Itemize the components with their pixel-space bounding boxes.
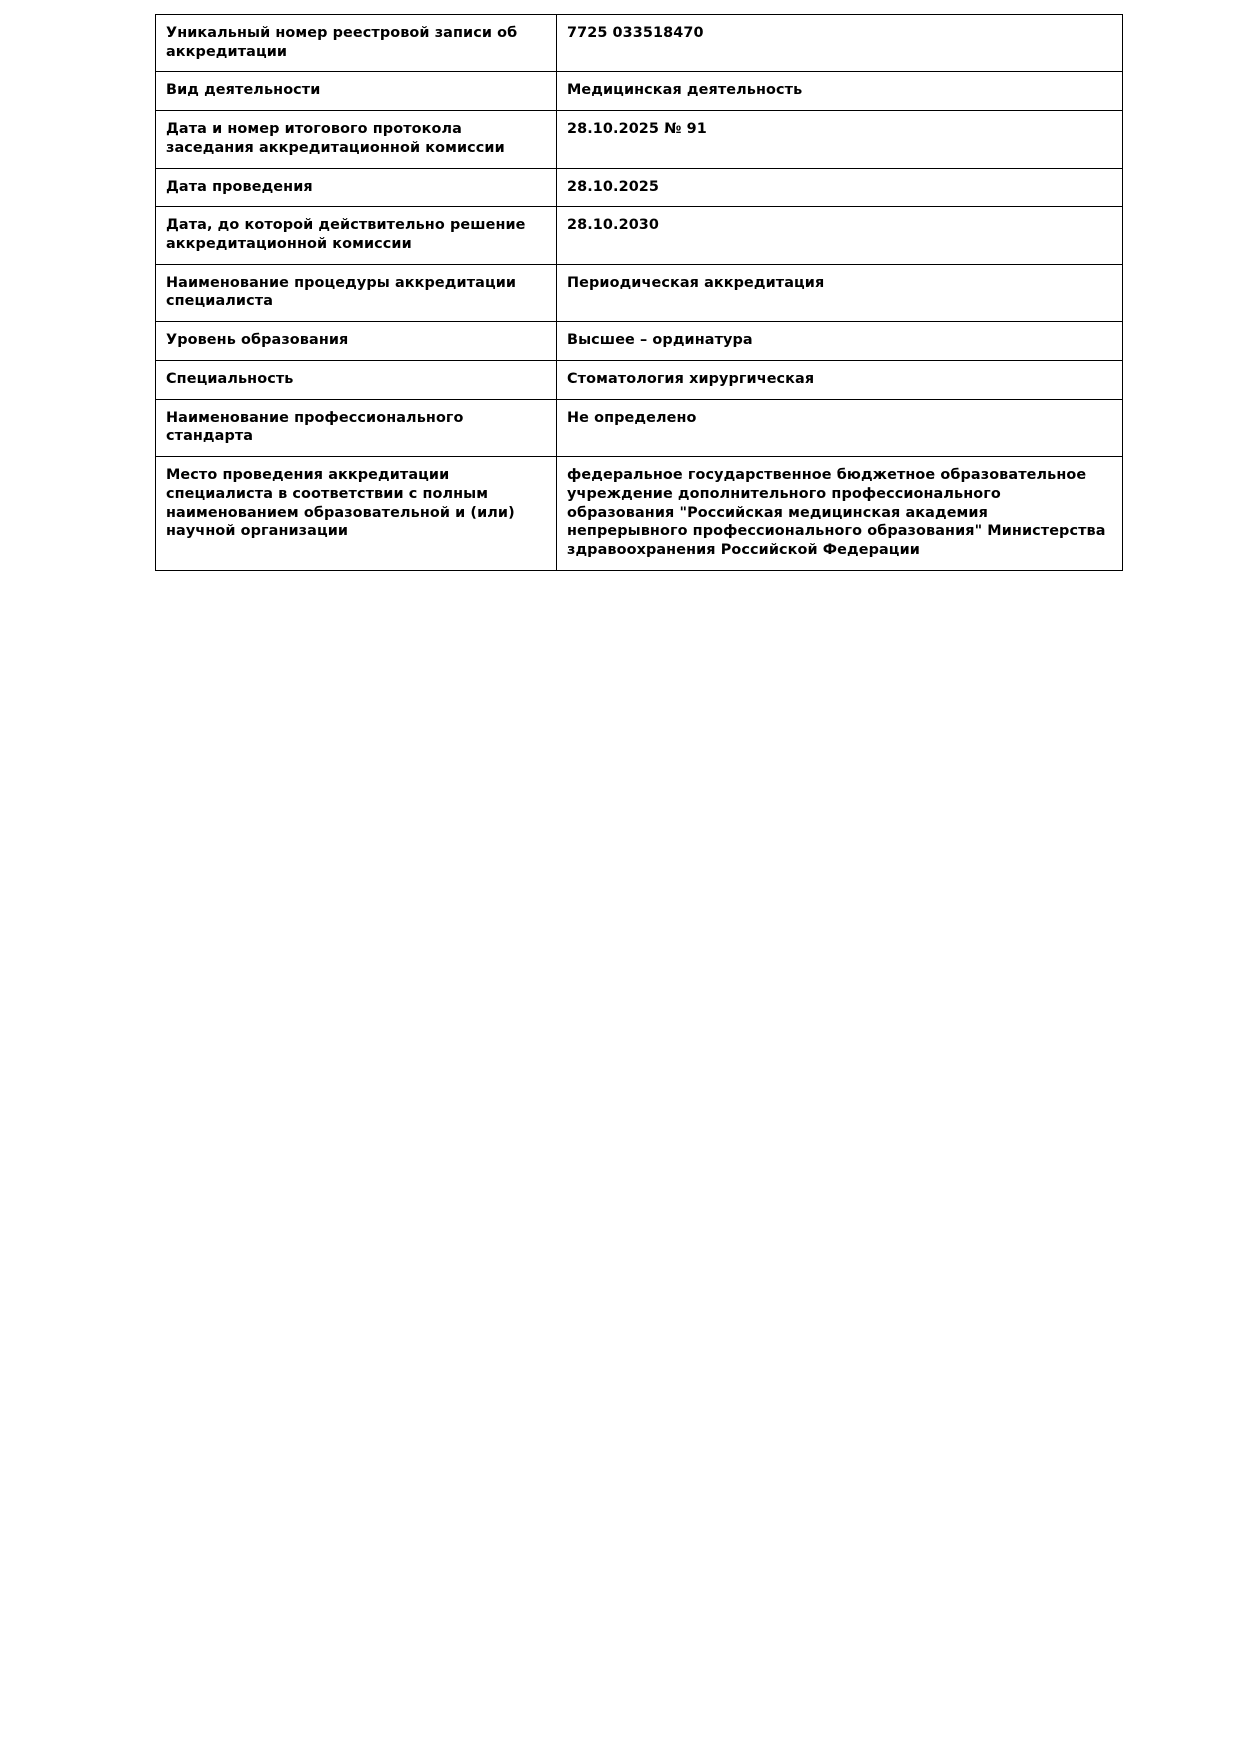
- table-row: [156, 457, 1123, 571]
- table-row: [156, 15, 1123, 72]
- accreditation-record-table: [155, 14, 1123, 571]
- row-value: Не определено: [567, 409, 697, 426]
- row-value-cell: [557, 168, 1123, 207]
- row-label: Дата и номер итогового протокола заседания аккредитационной комиссии: [166, 121, 505, 156]
- row-value: Стоматология хирургическая: [567, 370, 815, 387]
- row-label-cell: [156, 207, 557, 264]
- row-label: Специальность: [166, 370, 294, 387]
- row-value: 28.10.2030: [567, 217, 660, 234]
- row-label-cell: [156, 111, 557, 168]
- row-value-cell: [557, 457, 1123, 571]
- row-label: Дата, до которой действительно решение аккредитационной комиссии: [166, 217, 526, 253]
- row-label: Дата проведения: [166, 178, 313, 195]
- row-label: Наименование профессионального стандарта: [166, 409, 464, 445]
- row-label-cell: [156, 457, 557, 571]
- row-label: Наименование процедуры аккредитации специалиста: [166, 274, 517, 310]
- row-label-cell: [156, 322, 557, 361]
- row-label: Уникальный номер реестровой записи об аккредитации: [166, 25, 518, 60]
- row-value-cell: [557, 111, 1123, 168]
- table-row: [156, 399, 1123, 456]
- row-value: 28.10.2025 № 91: [567, 121, 707, 138]
- row-label: Место проведения аккредитации специалиста в соответствии с полным наименованием образовательной и (или) научной организации: [166, 467, 515, 540]
- table-row: [156, 168, 1123, 207]
- row-label-cell: [156, 72, 557, 111]
- row-value: Медицинская деятельность: [567, 82, 803, 99]
- table-row: [156, 111, 1123, 168]
- row-label-cell: [156, 168, 557, 207]
- row-label: Уровень образования: [166, 332, 349, 349]
- row-value: федеральное государственное бюджетное образовательное учреждение дополнительного профессионального образования "Российская медицинская академия непрерывного профессионального образования" Министерства здравоохранения Российской Федерации: [567, 467, 1106, 558]
- table-body: [156, 15, 1123, 571]
- row-value-cell: [557, 399, 1123, 456]
- row-label: Вид деятельности: [166, 82, 321, 99]
- row-value: Периодическая аккредитация: [567, 274, 825, 291]
- row-value: 28.10.2025: [567, 178, 660, 195]
- row-value: Высшее – ординатура: [567, 332, 753, 349]
- table-row: [156, 322, 1123, 361]
- row-value-cell: [557, 15, 1123, 72]
- row-value-cell: [557, 264, 1123, 321]
- row-value-cell: [557, 207, 1123, 264]
- row-label-cell: [156, 360, 557, 399]
- table-row: [156, 360, 1123, 399]
- row-label-cell: [156, 15, 557, 72]
- row-label-cell: [156, 264, 557, 321]
- row-value: 7725 033518470: [567, 25, 704, 41]
- table-row: [156, 207, 1123, 264]
- table-row: [156, 72, 1123, 111]
- row-value-cell: [557, 72, 1123, 111]
- row-label-cell: [156, 399, 557, 456]
- row-value-cell: [557, 360, 1123, 399]
- accreditation-record-table-wrapper: [155, 14, 1106, 571]
- table-row: [156, 264, 1123, 321]
- row-value-cell: [557, 322, 1123, 361]
